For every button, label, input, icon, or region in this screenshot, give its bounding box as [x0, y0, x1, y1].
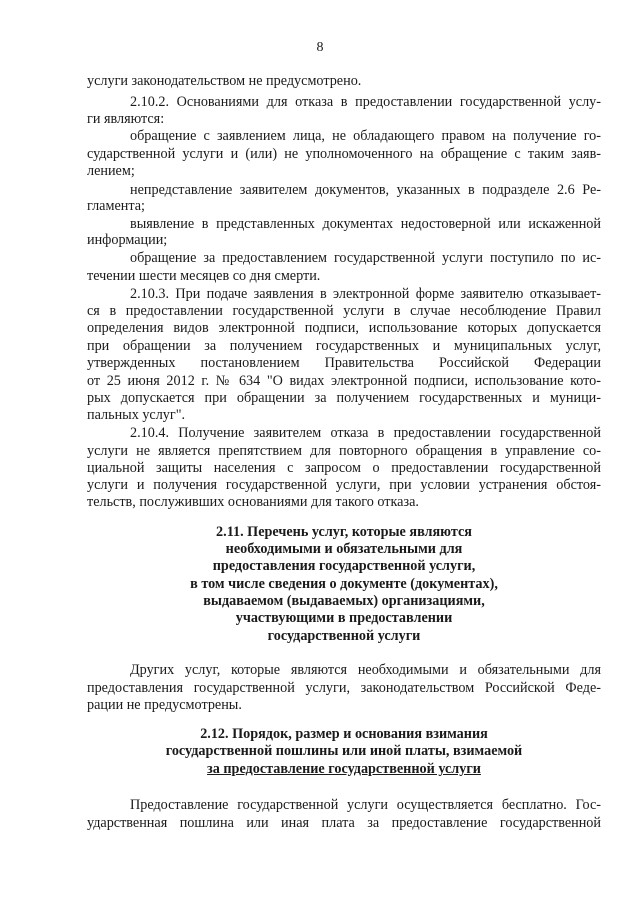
- text-line: услуги не является препятствием для повторного обращения в управление со-: [87, 443, 601, 459]
- text-line: 2.10.4. Получение заявителем отказа в предоставлении государственной: [130, 425, 601, 441]
- text-line: услуги законодательством не предусмотрено.: [87, 73, 362, 89]
- section-heading-2-12: 2.12. Порядок, размер и основания взимания: [200, 726, 488, 742]
- text-line: Других услуг, которые являются необходимыми и обязательными для: [130, 662, 601, 678]
- section-heading-line: государственной услуги: [267, 628, 421, 644]
- section-heading-line: участвующими в предоставлении: [235, 610, 453, 626]
- text-line: определения видов электронной подписи, использование которых допускается: [87, 320, 601, 336]
- text-line: 2.10.2. Основаниями для отказа в предоставлении государственной услу-: [130, 94, 601, 110]
- text-line: информации;: [87, 232, 168, 248]
- section-heading-line: предоставления государственной услуги,: [212, 558, 476, 574]
- text-line: услуги и получения государственной услуги, при условии устранения обстоя-: [87, 477, 601, 493]
- text-line: ги являются:: [87, 111, 165, 127]
- page-number: 8: [316, 40, 324, 55]
- text-line: предоставления государственной услуги, законодательством Российской Феде-: [87, 680, 601, 696]
- section-heading-line: необходимыми и обязательными для: [225, 541, 463, 557]
- section-heading-line: в том числе сведения о документе (документах),: [190, 576, 498, 592]
- text-line: пальных услуг".: [87, 407, 186, 423]
- section-heading-line: выдаваемом (выдаваемых) организациями,: [203, 593, 485, 609]
- text-line: при обращении за получением государственных и муниципальных услуг,: [87, 338, 601, 354]
- text-line: гламента;: [87, 198, 145, 214]
- section-heading-2-11: 2.11. Перечень услуг, которые являются: [216, 524, 472, 540]
- text-line: тельств, послуживших основаниями для такого отказа.: [87, 494, 419, 510]
- text-line: ся в предоставлении государственной услуги в случае несоблюдение Правил: [87, 303, 601, 319]
- text-line: непредставление заявителем документов, указанных в подразделе 2.6 Ре-: [130, 182, 601, 198]
- text-line: ударственная пошлина или иная плата за предоставление государственной: [87, 815, 601, 831]
- text-line: сударственной услуги и (или) не уполномоченного на обращение с таким заяв-: [87, 146, 601, 162]
- text-line: рых допускается при обращении за получением государственных и муници-: [87, 390, 601, 406]
- text-line: выявление в представленных документах недостоверной или искаженной: [130, 216, 601, 232]
- text-line: лением;: [87, 163, 135, 179]
- text-line: обращение за предоставлением государственной услуги поступило по ис-: [130, 250, 601, 266]
- text-line: рации не предусмотрены.: [87, 697, 242, 713]
- text-line: от 25 июня 2012 г. № 634 "О видах электронной подписи, использование кото-: [87, 373, 601, 389]
- text-line: циальной защиты населения с запросом о предоставлении государственной: [87, 460, 601, 476]
- text-line: 2.10.3. При подаче заявления в электронной форме заявителю отказывает-: [130, 286, 601, 302]
- text-line: утвержденных постановлением Правительства Российской Федерации: [87, 355, 601, 371]
- section-heading-line: за предоставление государственной услуги: [207, 761, 481, 777]
- section-heading-line: государственной пошлины или иной платы, взимаемой: [165, 743, 523, 759]
- text-line: течении шести месяцев со дня смерти.: [87, 268, 321, 284]
- text-line: Предоставление государственной услуги осуществляется бесплатно. Гос-: [130, 797, 601, 813]
- text-line: обращение с заявлением лица, не обладающего правом на получение го-: [130, 128, 601, 144]
